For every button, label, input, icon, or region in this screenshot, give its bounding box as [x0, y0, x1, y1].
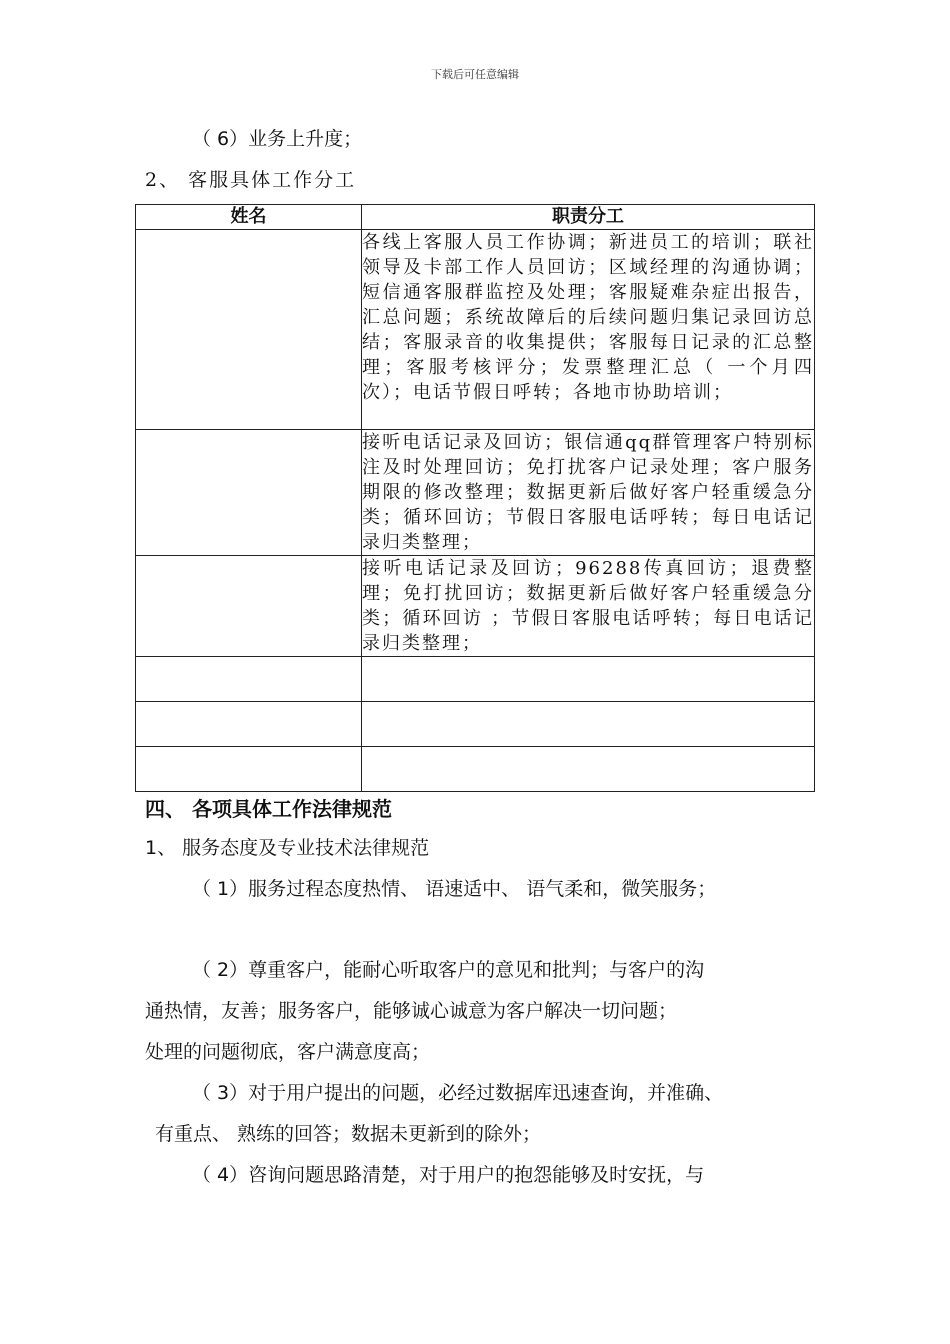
duty-cell: 各线上客服人员工作协调；新进员工的培训；联社领导及卡部工作人员回访；区域经理的沟通协调；短信通客服群监控及处理；客服疑难杂症出报告，汇总问题；系统故障后的后续问题归集记录回访总结；客服录音的收集提供；客服每日记录的汇总整理；客服考核评分；发票整理汇总（ 一个月四次）；电话节假日呼转；各地市协助培训；	[362, 230, 815, 430]
name-cell	[136, 702, 362, 747]
name-cell	[136, 747, 362, 792]
duty-cell	[362, 747, 815, 792]
section-2-title: 2、 客服具体工作分工	[145, 169, 357, 191]
paragraph-3-line-2: 有重点、 熟练的回答；数据未更新到的除外；	[155, 1123, 542, 1145]
duty-cell: 接听电话记录及回访；银信通qq群管理客户特别标注及时处理回访；免打扰客户记录处理；客户服务期限的修改整理；数据更新后做好客户轻重缓急分类；循环回访；节假日客服电话呼转；每日电话记录归类整理；	[362, 430, 815, 556]
paragraph-2-line-1: （ 2）尊重客户，能耐心听取客户的意见和批判；与客户的沟	[192, 959, 705, 981]
column-header-name: 姓名	[136, 205, 362, 230]
table-row	[136, 657, 815, 702]
column-header-duty: 职责分工	[362, 205, 815, 230]
paragraph-2-line-3: 处理的问题彻底，客户满意度高；	[145, 1041, 431, 1063]
item-6: （ 6）业务上升度；	[192, 128, 363, 150]
table-row	[136, 230, 815, 430]
table-row	[136, 747, 815, 792]
duty-cell	[362, 657, 815, 702]
table-row	[136, 430, 815, 556]
table-row	[136, 556, 815, 657]
page-header-note: 下载后可任意编辑	[431, 68, 519, 81]
paragraph-2-line-2: 通热情，友善；服务客户，能够诚心诚意为客户解决一切问题；	[145, 1000, 678, 1022]
table-row	[136, 702, 815, 747]
duty-cell	[362, 702, 815, 747]
name-cell	[136, 556, 362, 657]
paragraph-3-line-1: （ 3）对于用户提出的问题，必经过数据库迅速查询，并准确、	[192, 1082, 724, 1104]
subsection-1-title: 1、 服务态度及专业技术法律规范	[145, 837, 430, 859]
paragraph-4-line-1: （ 4）咨询问题思路清楚，对于用户的抱怨能够及时安抚，与	[192, 1164, 705, 1186]
name-cell	[136, 657, 362, 702]
paragraph-1: （ 1）服务过程态度热情、 语速适中、 语气柔和，微笑服务；	[192, 878, 717, 900]
name-cell	[136, 430, 362, 556]
table-header-row	[136, 205, 815, 230]
name-cell	[136, 230, 362, 430]
section-4-title: 四、 各项具体工作法律规范	[145, 797, 392, 821]
duty-table	[135, 204, 815, 792]
duty-cell: 接听电话记录及回访；96288传真回访；退费整理；免打扰回访；数据更新后做好客户轻重缓急分类；循环回访 ；节假日客服电话呼转；每日电话记录归类整理；	[362, 556, 815, 657]
